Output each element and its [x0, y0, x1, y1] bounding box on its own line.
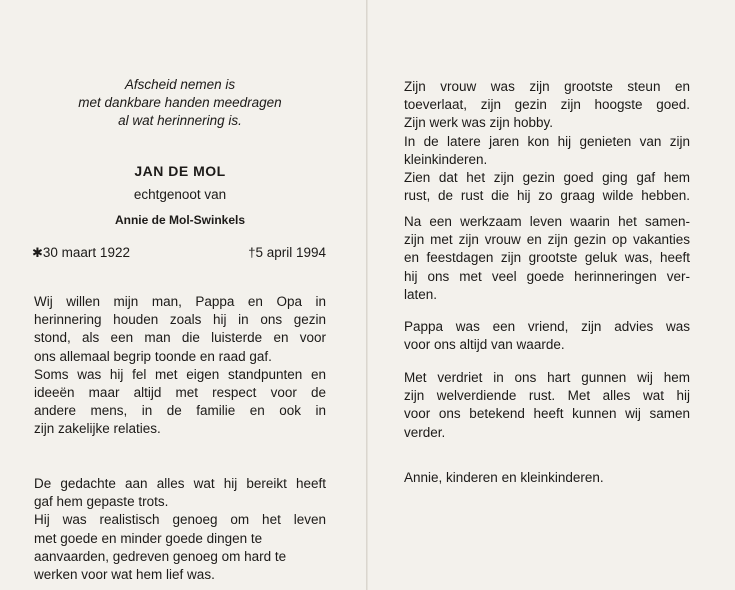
text-line: Annie, kinderen en kleinkinderen. — [404, 470, 604, 485]
text-line: met goede en minder goede dingen te — [34, 530, 263, 546]
right-paragraph-3 — [404, 318, 690, 354]
text-line: zijn welverdiende rust. Met alles wat hij — [404, 388, 690, 404]
text-line: zijn zakelijke relaties. — [34, 421, 161, 437]
death-date — [248, 245, 326, 260]
text-line: Soms was hij fel met eigen standpunten en — [34, 366, 326, 382]
text-line: ideeën maar altijd met respect voor de — [34, 385, 326, 401]
relation-text: echtgenoot van — [133, 187, 227, 202]
text-line: Met verdriet in ons hart gunnen wij hem — [404, 370, 690, 385]
text-line: kleinkinderen. — [404, 151, 488, 167]
text-line: andere mens, in de familie en ook in — [34, 403, 326, 419]
text-line: hij ons met veel goede herinneringen ver- — [404, 268, 690, 284]
text-line: rust, de rust die hij zo graag wilde hebben. — [404, 188, 690, 204]
spouse-name: Annie de Mol-Swinkels — [114, 213, 246, 227]
text-line: aanvaarden, gedreven genoeg om hard te — [34, 548, 287, 564]
right-paragraph-2 — [404, 213, 690, 304]
text-line: en feestdagen zijn grootste geluk was, heeft — [404, 250, 690, 266]
text-line: Zien dat het zijn gezin goed ging gaf hem — [404, 170, 690, 186]
text-line: werken voor wat hem lief was. — [34, 567, 215, 583]
birth-star-icon: ✱ — [32, 245, 43, 260]
motto-line: al wat herinnering is. — [118, 113, 242, 128]
text-line: toeverlaat, zijn gezin zijn hoogste goed. — [404, 97, 690, 113]
right-page — [368, 0, 735, 590]
text-line: verder. — [404, 424, 446, 440]
text-line: herinnering houden zoals hij in ons gezin — [34, 312, 326, 328]
motto — [60, 76, 300, 130]
signature-line — [404, 469, 690, 487]
text-line: zijn met zijn vrouw en zijn gezin op vakanties — [404, 232, 690, 248]
left-paragraph-2 — [34, 475, 326, 584]
life-dates — [32, 245, 326, 263]
birth-date — [32, 245, 130, 261]
deceased-name: JAN DE MOL — [134, 163, 226, 179]
right-paragraph-4 — [404, 369, 690, 442]
left-paragraph-1 — [34, 293, 326, 439]
text-line: Na een werkzaam leven waarin het samen- — [404, 214, 690, 229]
motto-line: met dankbare handen meedragen — [78, 95, 282, 110]
birth-date-text: 30 maart 1922 — [42, 245, 130, 260]
text-line: laten. — [404, 286, 438, 302]
death-date-text: 5 april 1994 — [255, 245, 326, 260]
text-line: ons allemaal begrip toonde en raad gaf. — [34, 348, 272, 364]
text-line: voor ons betekend heeft kunnen wij samen — [404, 406, 690, 422]
left-page — [0, 0, 366, 590]
text-line: De gedachte aan alles wat hij bereikt heeft — [34, 476, 326, 491]
text-line: Hij was realistisch genoeg om het leven — [34, 512, 326, 528]
text-line: stond, als een man die luisterde en voor — [34, 330, 326, 346]
text-line: Zijn vrouw was zijn grootste steun en — [404, 79, 690, 94]
text-line: Zijn werk was zijn hobby. — [404, 115, 554, 131]
text-line: Pappa was een vriend, zijn advies was — [404, 319, 690, 334]
death-cross-icon: † — [248, 245, 256, 260]
text-line: voor ons altijd van waarde. — [404, 337, 565, 353]
motto-line: Afscheid nemen is — [124, 77, 236, 92]
right-paragraph-1 — [404, 78, 690, 205]
text-line: Wij willen mijn man, Pappa en Opa in — [34, 294, 326, 309]
text-line: In de latere jaren kon hij genieten van zijn — [404, 133, 690, 149]
text-line: gaf hem gepaste trots. — [34, 494, 169, 510]
